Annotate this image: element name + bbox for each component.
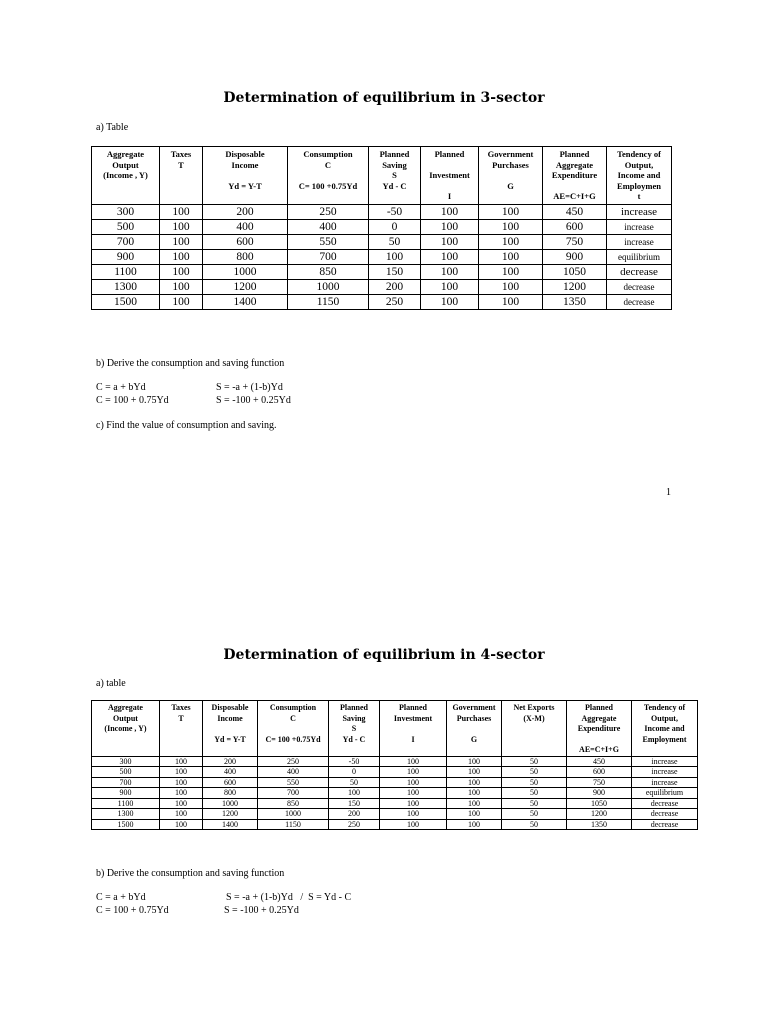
header-disposable-income: Disposable Income Yd = Y-T bbox=[203, 147, 288, 205]
cell-taxes: 100 bbox=[160, 265, 203, 280]
cell-government: 100 bbox=[479, 265, 543, 280]
cell-taxes: 100 bbox=[160, 819, 203, 830]
section1-saving-equation: S = -100 + 0.25Yd bbox=[216, 395, 291, 406]
header-planned-saving: Planned Saving S Yd - C bbox=[329, 701, 380, 757]
cell-disposable-income: 200 bbox=[203, 205, 288, 220]
cell-tendency: increase bbox=[607, 235, 672, 250]
header-aggregate-output: Aggregate Output (Income , Y) bbox=[92, 701, 160, 757]
table-row bbox=[92, 798, 698, 809]
cell-tendency: decrease bbox=[632, 809, 698, 820]
section1-consumption-function: C = a + bYd bbox=[96, 382, 146, 393]
cell-tendency: decrease bbox=[632, 819, 698, 830]
cell-output: 1100 bbox=[92, 798, 160, 809]
cell-saving: 100 bbox=[329, 788, 380, 799]
cell-investment: 100 bbox=[421, 265, 479, 280]
cell-disposable-income: 600 bbox=[203, 777, 258, 788]
cell-consumption: 250 bbox=[258, 756, 329, 767]
header-planned-investment: Planned Investment I bbox=[421, 147, 479, 205]
cell-consumption: 400 bbox=[288, 220, 369, 235]
cell-saving: 200 bbox=[329, 809, 380, 820]
header-tendency: Tendency of Output, Income and Employmen t bbox=[607, 147, 672, 205]
cell-investment: 100 bbox=[380, 819, 447, 830]
cell-output: 700 bbox=[92, 777, 160, 788]
cell-output: 900 bbox=[92, 788, 160, 799]
cell-net-exports: 50 bbox=[502, 819, 567, 830]
section2-derive-label: b) Derive the consumption and saving function bbox=[96, 868, 285, 879]
cell-tendency: decrease bbox=[632, 798, 698, 809]
cell-expenditure: 750 bbox=[543, 235, 607, 250]
cell-government: 100 bbox=[447, 819, 502, 830]
cell-expenditure: 1200 bbox=[543, 280, 607, 295]
cell-taxes: 100 bbox=[160, 756, 203, 767]
cell-disposable-income: 600 bbox=[203, 235, 288, 250]
cell-tendency: decrease bbox=[607, 280, 672, 295]
page-number: 1 bbox=[666, 487, 671, 498]
cell-consumption: 850 bbox=[288, 265, 369, 280]
section1-saving-function: S = -a + (1-b)Yd bbox=[216, 382, 283, 393]
cell-investment: 100 bbox=[380, 788, 447, 799]
cell-investment: 100 bbox=[421, 235, 479, 250]
cell-consumption: 400 bbox=[258, 767, 329, 778]
cell-net-exports: 50 bbox=[502, 798, 567, 809]
cell-disposable-income: 1400 bbox=[203, 295, 288, 310]
cell-output: 700 bbox=[92, 235, 160, 250]
cell-taxes: 100 bbox=[160, 280, 203, 295]
header-planned-saving: Planned Saving S Yd - C bbox=[369, 147, 421, 205]
section2-consumption-function: C = a + bYd bbox=[96, 892, 146, 903]
cell-saving: 250 bbox=[329, 819, 380, 830]
cell-output: 300 bbox=[92, 205, 160, 220]
section1-title: Determination of equilibrium in 3-sector bbox=[223, 90, 545, 106]
cell-tendency: decrease bbox=[607, 265, 672, 280]
table-row bbox=[92, 235, 672, 250]
header-taxes: Taxes T bbox=[160, 147, 203, 205]
header-government-purchases: Government Purchases G bbox=[447, 701, 502, 757]
cell-tendency: equilibrium bbox=[607, 250, 672, 265]
cell-net-exports: 50 bbox=[502, 777, 567, 788]
cell-consumption: 850 bbox=[258, 798, 329, 809]
cell-government: 100 bbox=[447, 767, 502, 778]
cell-consumption: 250 bbox=[288, 205, 369, 220]
cell-saving: 150 bbox=[369, 265, 421, 280]
table-row bbox=[92, 295, 672, 310]
cell-expenditure: 450 bbox=[567, 756, 632, 767]
cell-government: 100 bbox=[479, 295, 543, 310]
cell-consumption: 700 bbox=[258, 788, 329, 799]
cell-net-exports: 50 bbox=[502, 767, 567, 778]
cell-output: 1500 bbox=[92, 819, 160, 830]
cell-saving: 50 bbox=[369, 235, 421, 250]
cell-tendency: increase bbox=[607, 220, 672, 235]
cell-consumption: 550 bbox=[288, 235, 369, 250]
section2-saving-equation: S = -100 + 0.25Yd bbox=[224, 905, 299, 916]
table-row bbox=[92, 819, 698, 830]
cell-expenditure: 600 bbox=[543, 220, 607, 235]
table-row bbox=[92, 788, 698, 799]
cell-government: 100 bbox=[447, 788, 502, 799]
cell-taxes: 100 bbox=[160, 250, 203, 265]
cell-taxes: 100 bbox=[160, 788, 203, 799]
cell-taxes: 100 bbox=[160, 295, 203, 310]
cell-government: 100 bbox=[447, 809, 502, 820]
cell-investment: 100 bbox=[380, 756, 447, 767]
cell-expenditure: 900 bbox=[543, 250, 607, 265]
table-row bbox=[92, 756, 698, 767]
header-planned-aggregate-expenditure: Planned Aggregate Expenditure AE=C+I+G bbox=[567, 701, 632, 757]
cell-output: 300 bbox=[92, 756, 160, 767]
cell-taxes: 100 bbox=[160, 235, 203, 250]
cell-consumption: 700 bbox=[288, 250, 369, 265]
cell-government: 100 bbox=[447, 756, 502, 767]
cell-tendency: decrease bbox=[607, 295, 672, 310]
section2-table-label: a) table bbox=[96, 678, 126, 689]
cell-net-exports: 50 bbox=[502, 756, 567, 767]
cell-disposable-income: 1000 bbox=[203, 265, 288, 280]
cell-net-exports: 50 bbox=[502, 788, 567, 799]
header-planned-investment: Planned Investment I bbox=[380, 701, 447, 757]
table-row bbox=[92, 205, 672, 220]
cell-disposable-income: 400 bbox=[203, 767, 258, 778]
cell-disposable-income: 800 bbox=[203, 788, 258, 799]
cell-expenditure: 1200 bbox=[567, 809, 632, 820]
cell-tendency: increase bbox=[632, 756, 698, 767]
equilibrium-table-4-sector bbox=[91, 700, 698, 830]
cell-saving: 150 bbox=[329, 798, 380, 809]
cell-output: 1300 bbox=[92, 809, 160, 820]
cell-disposable-income: 400 bbox=[203, 220, 288, 235]
cell-consumption: 1000 bbox=[288, 280, 369, 295]
cell-government: 100 bbox=[479, 280, 543, 295]
cell-consumption: 1150 bbox=[288, 295, 369, 310]
header-taxes: Taxes T bbox=[160, 701, 203, 757]
cell-disposable-income: 1400 bbox=[203, 819, 258, 830]
table-row bbox=[92, 767, 698, 778]
cell-saving: 200 bbox=[369, 280, 421, 295]
cell-investment: 100 bbox=[421, 250, 479, 265]
cell-expenditure: 1350 bbox=[543, 295, 607, 310]
cell-saving: 50 bbox=[329, 777, 380, 788]
cell-investment: 100 bbox=[380, 809, 447, 820]
cell-disposable-income: 1000 bbox=[203, 798, 258, 809]
cell-government: 100 bbox=[479, 205, 543, 220]
cell-saving: 100 bbox=[369, 250, 421, 265]
section1-consumption-equation: C = 100 + 0.75Yd bbox=[96, 395, 169, 406]
section1-find-label: c) Find the value of consumption and saving. bbox=[96, 420, 277, 431]
cell-expenditure: 450 bbox=[543, 205, 607, 220]
cell-government: 100 bbox=[479, 220, 543, 235]
cell-saving: -50 bbox=[329, 756, 380, 767]
cell-saving: -50 bbox=[369, 205, 421, 220]
cell-investment: 100 bbox=[421, 295, 479, 310]
cell-expenditure: 750 bbox=[567, 777, 632, 788]
header-disposable-income: Disposable Income Yd = Y-T bbox=[203, 701, 258, 757]
cell-government: 100 bbox=[447, 777, 502, 788]
cell-government: 100 bbox=[479, 235, 543, 250]
cell-expenditure: 1350 bbox=[567, 819, 632, 830]
section2-saving-function: S = -a + (1-b)Yd / S = Yd - C bbox=[226, 892, 352, 903]
cell-tendency: increase bbox=[632, 777, 698, 788]
cell-output: 900 bbox=[92, 250, 160, 265]
section2-consumption-equation: C = 100 + 0.75Yd bbox=[96, 905, 169, 916]
header-consumption: Consumption C C= 100 +0.75Yd bbox=[258, 701, 329, 757]
table-row bbox=[92, 250, 672, 265]
header-government-purchases: Government Purchases G bbox=[479, 147, 543, 205]
header-aggregate-output: Aggregate Output (Income , Y) bbox=[92, 147, 160, 205]
cell-saving: 250 bbox=[369, 295, 421, 310]
cell-investment: 100 bbox=[421, 205, 479, 220]
table-row bbox=[92, 220, 672, 235]
cell-investment: 100 bbox=[421, 220, 479, 235]
cell-saving: 0 bbox=[329, 767, 380, 778]
cell-disposable-income: 1200 bbox=[203, 809, 258, 820]
cell-investment: 100 bbox=[421, 280, 479, 295]
table-row bbox=[92, 265, 672, 280]
cell-output: 1500 bbox=[92, 295, 160, 310]
cell-consumption: 1000 bbox=[258, 809, 329, 820]
table-row bbox=[92, 809, 698, 820]
cell-output: 500 bbox=[92, 220, 160, 235]
header-tendency: Tendency of Output, Income and Employment bbox=[632, 701, 698, 757]
cell-disposable-income: 200 bbox=[203, 756, 258, 767]
cell-tendency: increase bbox=[607, 205, 672, 220]
cell-disposable-income: 1200 bbox=[203, 280, 288, 295]
equilibrium-table-3-sector bbox=[91, 146, 672, 310]
table-row bbox=[92, 280, 672, 295]
table-header-row bbox=[92, 147, 672, 205]
cell-taxes: 100 bbox=[160, 767, 203, 778]
table-row bbox=[92, 777, 698, 788]
cell-investment: 100 bbox=[380, 767, 447, 778]
cell-government: 100 bbox=[447, 798, 502, 809]
cell-disposable-income: 800 bbox=[203, 250, 288, 265]
header-net-exports: Net Exports (X-M) bbox=[502, 701, 567, 757]
cell-taxes: 100 bbox=[160, 798, 203, 809]
cell-tendency: equilibrium bbox=[632, 788, 698, 799]
cell-net-exports: 50 bbox=[502, 809, 567, 820]
cell-expenditure: 1050 bbox=[567, 798, 632, 809]
cell-expenditure: 600 bbox=[567, 767, 632, 778]
cell-expenditure: 900 bbox=[567, 788, 632, 799]
cell-output: 1300 bbox=[92, 280, 160, 295]
cell-investment: 100 bbox=[380, 798, 447, 809]
cell-tendency: increase bbox=[632, 767, 698, 778]
cell-taxes: 100 bbox=[160, 809, 203, 820]
section2-title: Determination of equilibrium in 4-sector bbox=[223, 647, 545, 663]
section1-derive-label: b) Derive the consumption and saving function bbox=[96, 358, 285, 369]
cell-taxes: 100 bbox=[160, 777, 203, 788]
cell-saving: 0 bbox=[369, 220, 421, 235]
cell-output: 1100 bbox=[92, 265, 160, 280]
cell-government: 100 bbox=[479, 250, 543, 265]
cell-expenditure: 1050 bbox=[543, 265, 607, 280]
cell-consumption: 550 bbox=[258, 777, 329, 788]
cell-output: 500 bbox=[92, 767, 160, 778]
header-planned-aggregate-expenditure: Planned Aggregate Expenditure AE=C+I+G bbox=[543, 147, 607, 205]
header-consumption: Consumption C C= 100 +0.75Yd bbox=[288, 147, 369, 205]
cell-taxes: 100 bbox=[160, 220, 203, 235]
cell-taxes: 100 bbox=[160, 205, 203, 220]
section1-table-label: a) Table bbox=[96, 122, 129, 133]
cell-consumption: 1150 bbox=[258, 819, 329, 830]
table-header-row bbox=[92, 701, 698, 757]
cell-investment: 100 bbox=[380, 777, 447, 788]
